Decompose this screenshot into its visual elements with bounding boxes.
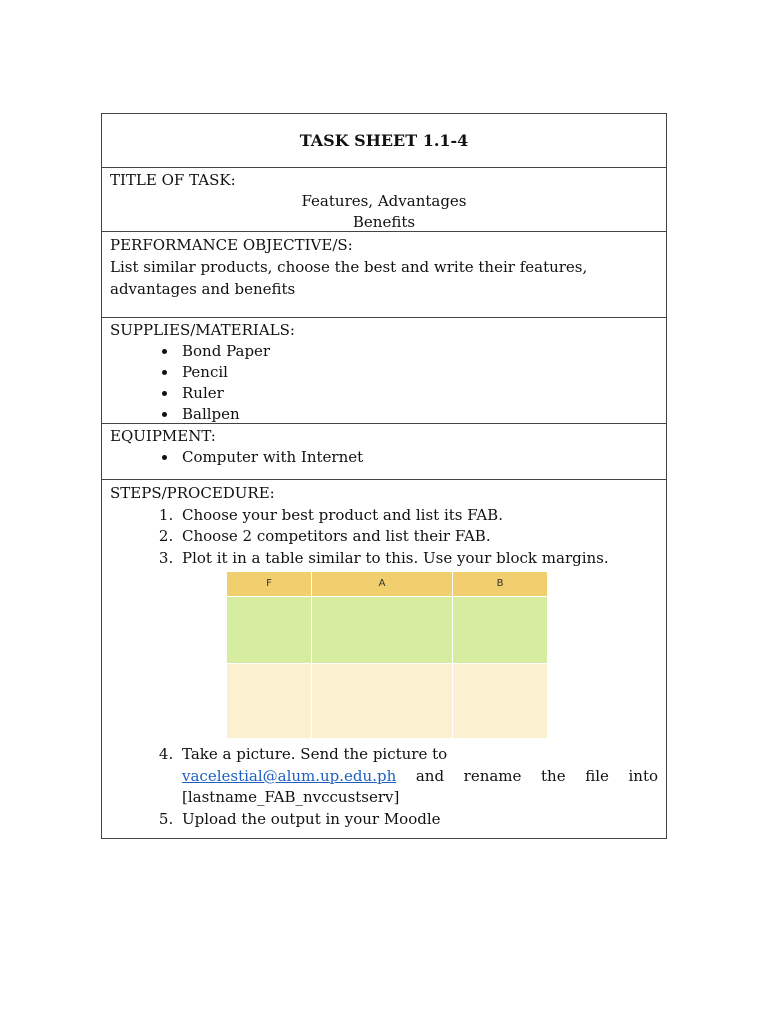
steps-list-continued xyxy=(110,744,658,830)
equipment-section xyxy=(102,424,666,480)
step-item xyxy=(178,744,658,809)
step-item xyxy=(178,548,658,570)
table-cell xyxy=(453,597,548,664)
table-header-b: B xyxy=(453,572,548,597)
steps-label: STEPS/PROCEDURE: xyxy=(110,484,275,502)
list-item: • Bond Paper xyxy=(178,341,658,362)
list-item: • Ballpen xyxy=(178,404,658,425)
step-text: Plot it in a table similar to this. Use your block margins. xyxy=(182,548,609,567)
task-title-line2: Benefits xyxy=(352,213,416,231)
steps-section xyxy=(102,480,666,838)
table-cell xyxy=(312,597,453,664)
steps-list xyxy=(110,505,658,570)
table-row xyxy=(227,664,547,739)
step-item: 2. Choose 2 competitors and list their FAB. xyxy=(178,526,658,548)
objective-text: List similar products, choose the best and write their features, advantages and benefits xyxy=(110,258,588,298)
step-item: 1. Choose your best product and list its FAB. xyxy=(178,505,658,527)
performance-objective-section xyxy=(102,232,666,318)
table-cell xyxy=(312,664,453,739)
equipment-list xyxy=(110,447,658,468)
task-label: TITLE OF TASK: xyxy=(110,171,236,189)
step-text-rest: and rename the file into [lastname_FAB_nvccustserv] xyxy=(182,766,658,806)
table-header-f: F xyxy=(227,572,312,597)
table-cell xyxy=(227,597,312,664)
title-of-task-section xyxy=(102,168,666,232)
supplies-section xyxy=(102,318,666,424)
supplies-list xyxy=(110,341,658,425)
equipment-label: EQUIPMENT: xyxy=(110,427,216,445)
step-text: Take a picture. Send the picture to xyxy=(182,745,448,763)
table-header-a: A xyxy=(312,572,453,597)
list-item: • Ruler xyxy=(178,383,658,404)
page-title: TASK SHEET 1.1-4 xyxy=(299,131,469,150)
step-item: 5. Upload the output in your Moodle xyxy=(178,809,658,831)
task-sheet-title xyxy=(102,114,666,168)
supplies-label: SUPPLIES/MATERIALS: xyxy=(110,321,295,339)
table-row xyxy=(227,597,547,664)
list-item: • Computer with Internet xyxy=(178,447,658,468)
task-sheet xyxy=(101,113,667,839)
table-cell xyxy=(227,664,312,739)
task-title-line1: Features, Advantages xyxy=(301,192,467,210)
list-item: • Pencil xyxy=(178,362,658,383)
email-link[interactable]: vacelestial@alum.up.edu.ph xyxy=(182,766,397,785)
fab-example-table xyxy=(227,572,547,738)
objective-label: PERFORMANCE OBJECTIVE/S: xyxy=(110,236,353,254)
table-cell xyxy=(453,664,548,739)
